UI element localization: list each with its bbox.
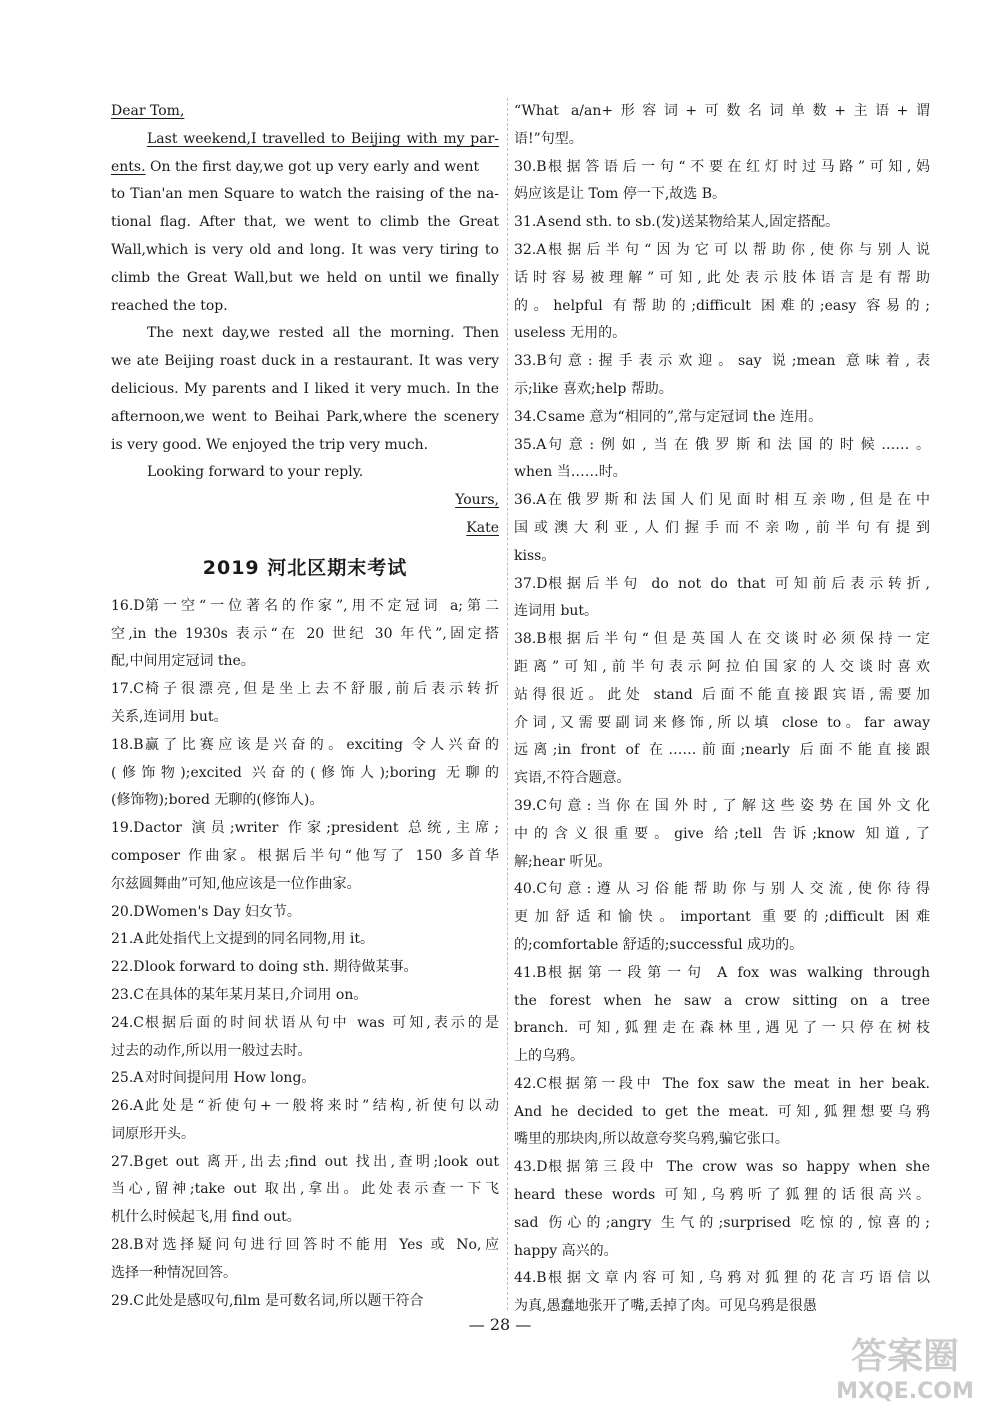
answer-continuation-line: 的;comfortable 舒适的;successful 成功的。 [514,936,804,953]
answer-continuation-line: 示;like 喜欢;help 帮助。 [514,380,673,397]
answer-text: 对时间提问用 How long。 [145,1070,316,1087]
answer-text: 此处是感叹句,film 是可数名词,所以题干符合 [145,1292,424,1309]
answer-item [514,1154,930,1265]
answer-text: 句意:当你在国外时,了解这些姿势在国外文化 [548,797,930,814]
answer-item [514,960,930,1071]
answer-text: 对选择疑问句进行回答时不能用 Yes 或 No,应 [145,1237,499,1254]
letter-signoff: Yours, [455,492,499,509]
answer-text: 句意:遵从习俗能帮助你与别人交流,使你待得 [548,881,930,898]
answer-number: 37.D [514,575,548,592]
answer-first-line [514,348,930,376]
answer-text: 根据后半句“但是英国人在交谈时必须保持一定 [548,631,930,648]
continued-explanation [514,98,930,154]
answer-first-line [111,1288,499,1316]
watermark-text: 答案圈 [850,1336,959,1377]
answer-continuation-line: And he decided to get the meat. 可知,狐狸想要乌鸦 [514,1103,930,1120]
answer-item [111,593,499,676]
answer-first-line [514,209,930,237]
page-number: — 28 — [468,1315,532,1334]
answer-number: 24.C [111,1014,144,1031]
answer-item [111,676,499,732]
answer-first-line [111,676,499,704]
left-column [111,98,499,1315]
letter-line: afternoon,we went to Beihai Park,where the scenery [111,408,499,425]
answer-item [111,1149,499,1232]
answer-continuation-line: 妈应该是让 Tom 停一下,故选 B。 [514,186,727,203]
answer-number: 17.C [111,681,144,698]
answer-continuation-line: 当心,留神;take out 取出,拿出。此处表示查一下飞 [111,1181,499,1198]
answer-number: 26.A [111,1098,144,1115]
answer-number: 30.B [514,158,547,175]
answer-number: 38.B [514,631,547,648]
answer-text: 此处指代上文提到的同名同物,用 it。 [145,931,375,948]
answer-continuation-line: 距离”可知,前半句表示阿拉伯国家的人交谈时喜欢 [514,658,930,675]
answer-first-line [514,626,930,654]
letter-salutation: Dear Tom, [111,103,185,119]
answer-text: 此处是“祈使句+一般将来时”结构,祈使句以动 [145,1098,499,1115]
answer-first-line [514,432,930,460]
answer-continuation-line: 话时容易被理解”可知,此处表示肢体语言是有帮助 [514,269,930,286]
answer-text: 根据文章内容可知,乌鸦对狐狸的花言巧语信以 [548,1270,930,1287]
answer-first-line [514,1071,930,1099]
letter-underlined-text: ents. [111,158,146,175]
answer-continuation-line: 为真,愚蠢地张开了嘴,丢掉了肉。可见乌鸦是很愚 [514,1298,817,1315]
answer-first-line [111,926,499,954]
answer-first-line [111,1232,499,1260]
answer-continuation-line: (修饰物);excited 兴奋的(修饰人);boring 无聊的 [111,764,499,781]
answer-text: 第一空“一位著名的作家”,用不定冠词 a;第二 [145,597,499,614]
letter-line: reached the top. [111,297,228,314]
letter-line: delicious. My parents and I liked it very much. In the [111,380,499,397]
letter-line: climb the Great Wall,but we held on until we finally [111,269,499,286]
answer-continuation-line: 站得很近。此处 stand 后面不能直接跟宾语,需要加 [514,686,930,703]
answer-number: 19.D [111,820,145,837]
answer-continuation-line: 关系,连词用 but。 [111,708,228,725]
answer-number: 40.C [514,881,547,898]
answer-number: 43.D [514,1159,548,1176]
section-title: 2019 河北区期末考试 [202,556,408,579]
answer-first-line [514,793,930,821]
answer-item [514,876,930,959]
answer-continuation-line: heard these words 可知,乌鸦听了狐狸的话很高兴。 [514,1187,930,1204]
answer-continuation-line: 介词,又需要副词来修饰,所以填 close to。far away [514,714,930,731]
answer-first-line [514,404,930,432]
answer-list-left [111,593,499,1316]
answer-item [514,487,930,570]
answer-continuation-line: 更加舒适和愉快。important 重要的;difficult 困难 [514,909,930,926]
answer-item [514,793,930,876]
watermark-logo [830,1335,980,1415]
answer-first-line [111,1010,499,1038]
answer-continuation-line: 尔兹圆舞曲”可知,他应该是一位作曲家。 [111,875,361,892]
answer-item [111,1093,499,1149]
answer-continuation-line: 解;hear 听见。 [514,853,612,870]
answer-number: 31.A [514,214,547,231]
answer-first-line [514,154,930,182]
answer-first-line [514,571,930,599]
answer-continuation-line: 国或澳大利亚,人们握手而不亲吻,前半句有提到 [514,519,930,536]
answer-text: 椅子很漂亮,但是坐上去不舒服,前后表示转折 [145,681,499,698]
answer-number: 29.C [111,1292,144,1309]
answer-item [514,209,930,237]
answer-item [514,348,930,404]
letter-line [111,154,499,182]
answer-text: send sth. to sb.(发)送某物给某人,固定搭配。 [548,214,840,231]
answer-continuation-line: 嘴里的那块肉,所以故意夸奖乌鸦,骗它张口。 [514,1131,789,1148]
letter-line: The next day,we rested all the morning. Then [147,325,499,342]
answer-first-line [514,1265,930,1293]
answer-first-line [514,876,930,904]
answer-first-line [514,960,930,988]
answer-continuation-line: 选择一种情况回答。 [111,1264,237,1281]
answer-item [111,815,499,898]
letter-paragraph-1 [111,126,499,321]
answer-continuation-line: useless 无用的。 [514,325,627,342]
letter-line: tional flag. After that, we went to climb the Great [111,214,499,231]
answer-continuation-line: 远离;in front of 在……前面;nearly 后面不能直接跟 [514,742,930,759]
answer-text: 根据后半句“因为它可以帮助你,使你与别人说 [548,241,930,258]
answer-first-line [111,982,499,1010]
answer-item [111,1232,499,1288]
answer-number: 36.A [514,492,547,509]
column-divider [507,98,508,1310]
answer-first-line [514,487,930,515]
answer-continuation-line: kiss。 [514,547,556,564]
answer-continuation-line: branch. 可知,狐狸走在森林里,遇见了一只停在树枝 [514,1020,930,1037]
answer-item [514,626,930,793]
answer-text: 句意:例如,当在俄罗斯和法国的时候……。 [548,436,930,453]
letter-underlined-text: Last weekend,I travelled to Beijing with my par- [147,130,499,147]
answer-number: 41.B [514,964,547,981]
answer-text: 根据第一段中 The fox saw the meat in her beak. [548,1075,930,1092]
answer-number: 21.A [111,931,144,948]
answer-text: 根据第一段第一句 A fox was walking through [548,964,930,981]
answer-item [111,732,499,815]
answer-item [111,926,499,954]
answer-first-line [514,237,930,265]
answer-number: 42.C [514,1075,547,1092]
answer-number: 33.B [514,353,547,370]
answer-item [514,154,930,210]
answer-text: same 意为“相同的”,常与定冠词 the 连用。 [548,408,823,425]
answer-first-line [111,899,499,927]
answer-text: 根据第三段中 The crow was so happy when she [548,1159,930,1176]
answer-continuation-line: 配,中间用定冠词 the。 [111,653,255,670]
answer-number: 25.A [111,1070,144,1087]
answer-first-line [111,1093,499,1121]
answer-list-right [514,154,930,1321]
answer-text: 句意:握手表示欢迎。say 说;mean 意味着,表 [548,353,930,370]
letter-line [111,126,499,154]
answer-first-line [111,593,499,621]
answer-continuation-line: 宾语,不符合题意。 [514,770,631,787]
answer-item [111,1288,499,1316]
answer-text: 根据后半句 do not do that 可知前后表示转折, [548,575,930,592]
answer-item [514,1071,930,1154]
answer-number: 39.C [514,797,547,814]
letter-paragraph-2 [111,320,499,459]
answer-text: 根据后面的时间状语从句中 was 可知,表示的是 [145,1014,499,1031]
answer-number: 16.D [111,597,145,614]
answer-continuation-line: 上的乌鸦。 [514,1048,584,1065]
answer-continuation-line: happy 高兴的。 [514,1242,618,1259]
answer-continuation-line: 词原形开头。 [111,1125,195,1142]
answer-first-line [111,954,499,982]
letter-closing: Looking forward to your reply. [147,464,364,481]
answer-continuation-line: 空,in the 1930s 表示“在 20 世纪 30 年代”,固定搭 [111,625,499,642]
answer-number: 27.B [111,1153,144,1170]
continued-line: “What a/an+形容词+可数名词单数+主语+谓 [514,103,930,119]
answer-number: 20.D [111,903,145,920]
answer-item [514,571,930,627]
continued-line: 语!”句型。 [514,130,583,147]
letter [111,98,499,543]
answer-item [111,982,499,1010]
answer-continuation-line: the forest when he saw a crow sitting on a tree [514,992,930,1009]
answer-item [514,432,930,488]
letter-line: to Tian'an men Square to watch the raising of the na- [111,186,499,203]
answer-number: 32.A [514,241,547,258]
answer-first-line [111,1149,499,1177]
answer-text: look forward to doing sth. 期待做某事。 [145,959,418,976]
answer-item [111,1065,499,1093]
answer-text: 赢了比赛应该是兴奋的。exciting 令人兴奋的 [145,736,499,753]
answer-number: 18.B [111,736,144,753]
answer-text: 在具体的某年某月某日,介词用 on。 [145,986,368,1003]
answer-continuation-line: when 当……时。 [514,464,627,481]
answer-item [111,899,499,927]
letter-line: we ate Beijing roast duck in a restaurant. It was very [111,353,499,370]
answer-item [111,954,499,982]
letter-text: On the first day,we got up very early and went [145,158,480,175]
answer-item [514,237,930,348]
answer-first-line [514,1154,930,1182]
answer-text: Women's Day 妇女节。 [145,903,301,920]
answer-number: 23.C [111,986,144,1003]
answer-continuation-line: 机什么时候起飞,用 find out。 [111,1209,301,1226]
answer-continuation-line: (修饰物);bored 无聊的(修饰人)。 [111,792,324,809]
letter-line: is very good. We enjoyed the trip very much. [111,436,429,453]
watermark-url: MXQE.COM [836,1379,974,1404]
answer-number: 34.C [514,408,547,425]
answer-continuation-line: sad 伤心的;angry 生气的;surprised 吃惊的,惊喜的; [514,1214,930,1231]
answer-item [111,1010,499,1066]
answer-first-line [111,732,499,760]
answer-continuation-line: 的。helpful 有帮助的;difficult 困难的;easy 容易的; [514,297,930,314]
answer-number: 44.B [514,1270,547,1287]
answer-continuation-line: 中的含义很重要。give 给;tell 告诉;know 知道,了 [514,825,930,842]
answer-number: 35.A [514,436,547,453]
answer-continuation-line: 连词用 but。 [514,603,599,620]
answer-text: get out 离开,出去;find out 找出,查明;look out [145,1153,499,1170]
right-column [514,98,930,1321]
letter-name: Kate [466,519,499,536]
answer-number: 28.B [111,1237,144,1254]
answer-continuation-line: composer 作曲家。根据后半句“他写了 150 多首华 [111,847,499,864]
answer-item [514,1265,930,1321]
answer-first-line [111,815,499,843]
answer-text: 在俄罗斯和法国人们见面时相互亲吻,但是在中 [548,492,930,509]
letter-line: Wall,which is very old and long. It was very tiring to [111,241,499,258]
answer-text: actor 演员;writer 作家;president 总统,主席; [145,820,499,837]
answer-number: 22.D [111,959,145,976]
answer-text: 根据答语后一句“不要在红灯时过马路”可知,妈 [548,158,930,175]
answer-continuation-line: 过去的动作,所以用一般过去时。 [111,1042,312,1059]
answer-first-line [111,1065,499,1093]
answer-item [514,404,930,432]
